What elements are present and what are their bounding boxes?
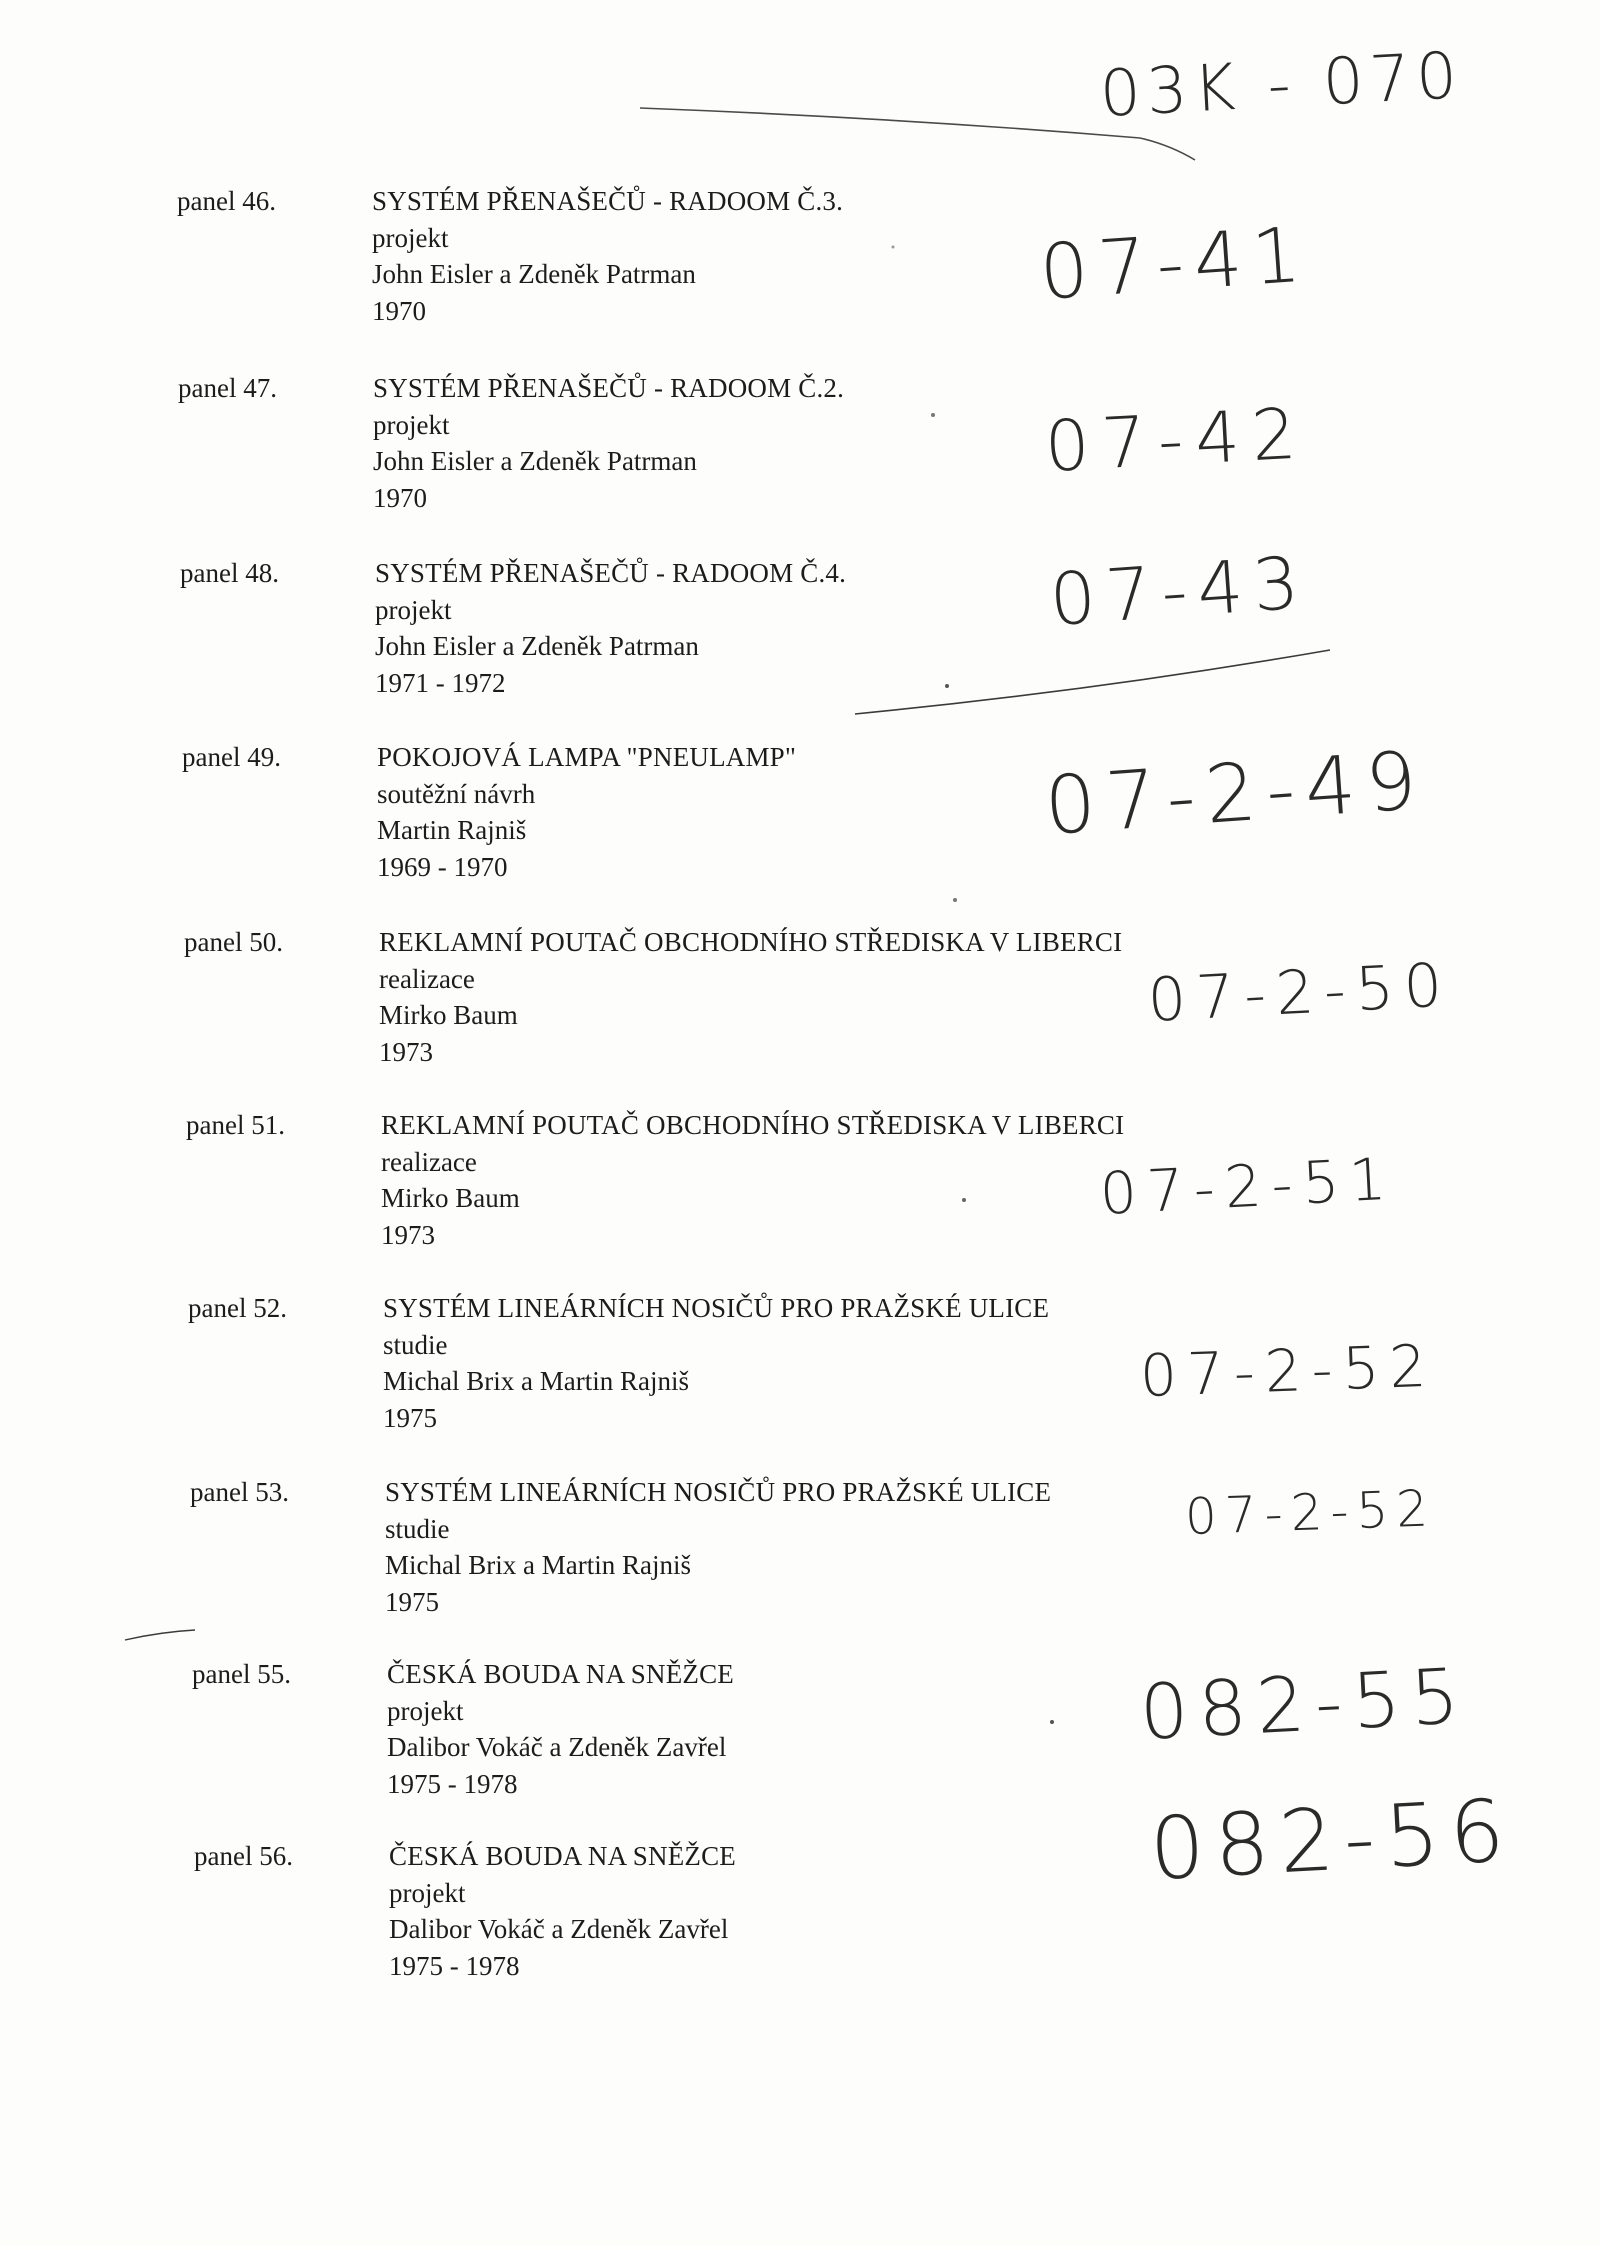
catalog-number: 082-56 <box>1147 1780 1517 1900</box>
entry-type: soutěžní návrh <box>377 778 536 809</box>
entry-year: 1970 <box>373 482 427 513</box>
entry-year: 1975 - 1978 <box>389 1950 520 1981</box>
entry-authors: Dalibor Vokáč a Zdeněk Zavřel <box>389 1914 729 1944</box>
entry-year: 1973 <box>379 1036 433 1067</box>
entry-title: SYSTÉM LINEÁRNÍCH NOSIČŮ PRO PRAŽSKÉ ULICE <box>385 1477 1052 1507</box>
entry-type: studie <box>383 1329 448 1360</box>
pencil-dot <box>892 246 895 249</box>
entry-authors: Michal Brix a Martin Rajniš <box>385 1550 691 1580</box>
entry-type: realizace <box>379 963 475 994</box>
entry-details <box>381 1107 1124 1253</box>
margin-dash-stroke <box>125 1630 195 1640</box>
entry-year: 1975 <box>385 1586 439 1617</box>
entry-authors: Mirko Baum <box>379 1000 518 1030</box>
catalog-number: 07-43 <box>1047 540 1312 642</box>
header-annotation: 03K - 070 <box>1098 39 1465 132</box>
entry-title: SYSTÉM PŘENAŠEČŮ - RADOOM Č.3. <box>372 186 844 216</box>
entry-type: projekt <box>372 222 449 253</box>
catalog-number: 07-42 <box>1042 392 1311 488</box>
panel-number: panel 52. <box>188 1293 287 1323</box>
entry-authors: Dalibor Vokáč a Zdeněk Zavřel <box>387 1732 727 1762</box>
entry-title: ČESKÁ BOUDA NA SNĚŽCE <box>387 1659 734 1689</box>
catalog-number: 07-2-49 <box>1041 733 1430 853</box>
entry-details <box>379 924 1122 1070</box>
pencil-dot <box>953 898 957 902</box>
section-divider-stroke <box>855 650 1330 714</box>
entry-type: studie <box>385 1513 450 1544</box>
catalog-number: 082-55 <box>1137 1650 1472 1757</box>
entry-title: REKLAMNÍ POUTAČ OBCHODNÍHO STŘEDISKA V LIBERCI <box>379 927 1123 957</box>
entry-authors: Michal Brix a Martin Rajniš <box>383 1366 689 1396</box>
entry-title: SYSTÉM LINEÁRNÍCH NOSIČŮ PRO PRAŽSKÉ ULICE <box>383 1293 1050 1323</box>
entry-title: REKLAMNÍ POUTAČ OBCHODNÍHO STŘEDISKA V LIBERCI <box>381 1110 1125 1140</box>
entry-details <box>383 1290 1049 1436</box>
panel-number: panel 53. <box>190 1477 289 1507</box>
panel-number: panel 47. <box>178 373 277 403</box>
entry-authors: John Eisler a Zdeněk Patrman <box>372 259 696 289</box>
panel-number: panel 55. <box>192 1659 291 1689</box>
entry-year: 1973 <box>381 1219 435 1250</box>
entry-details <box>372 183 843 329</box>
entry-year: 1975 <box>383 1402 437 1433</box>
entry-year: 1969 - 1970 <box>377 851 508 882</box>
entry-details <box>377 739 796 885</box>
entry-details <box>385 1474 1051 1620</box>
panel-number: panel 51. <box>186 1110 285 1140</box>
entry-year: 1971 - 1972 <box>375 667 506 698</box>
entry-authors: John Eisler a Zdeněk Patrman <box>373 446 697 476</box>
catalog-number: 07-41 <box>1036 209 1314 317</box>
entry-details <box>375 555 846 701</box>
catalog-number: 07-2-52 <box>1138 1331 1438 1410</box>
pencil-dot <box>945 684 949 688</box>
entry-title: ČESKÁ BOUDA NA SNĚŽCE <box>389 1841 736 1871</box>
panel-number: panel 56. <box>194 1841 293 1871</box>
entry-details <box>389 1838 736 1984</box>
panel-number: panel 50. <box>184 927 283 957</box>
entry-title: SYSTÉM PŘENAŠEČŮ - RADOOM Č.2. <box>373 373 845 403</box>
panel-number: panel 48. <box>180 558 279 588</box>
entry-type: realizace <box>381 1146 477 1177</box>
panel-number: panel 46. <box>177 186 276 216</box>
entry-type: projekt <box>375 594 452 625</box>
catalog-number: 07-2-52 <box>1183 1479 1438 1546</box>
entry-authors: Mirko Baum <box>381 1183 520 1213</box>
pencil-dot <box>931 413 935 417</box>
catalog-number: 07-2-50 <box>1146 950 1454 1036</box>
entry-type: projekt <box>387 1695 464 1726</box>
entry-title: SYSTÉM PŘENAŠEČŮ - RADOOM Č.4. <box>375 558 847 588</box>
entry-details <box>387 1656 734 1802</box>
entry-year: 1975 - 1978 <box>387 1768 518 1799</box>
entry-details <box>373 370 844 516</box>
entry-type: projekt <box>373 409 450 440</box>
pencil-dot <box>1050 1720 1054 1724</box>
entry-authors: John Eisler a Zdeněk Patrman <box>375 631 699 661</box>
panel-number: panel 49. <box>182 742 281 772</box>
entry-year: 1970 <box>372 295 426 326</box>
entry-type: projekt <box>389 1877 466 1908</box>
catalog-number: 07-2-51 <box>1098 1144 1398 1228</box>
entry-title: POKOJOVÁ LAMPA "PNEULAMP" <box>377 742 797 772</box>
entry-authors: Martin Rajniš <box>377 815 527 845</box>
